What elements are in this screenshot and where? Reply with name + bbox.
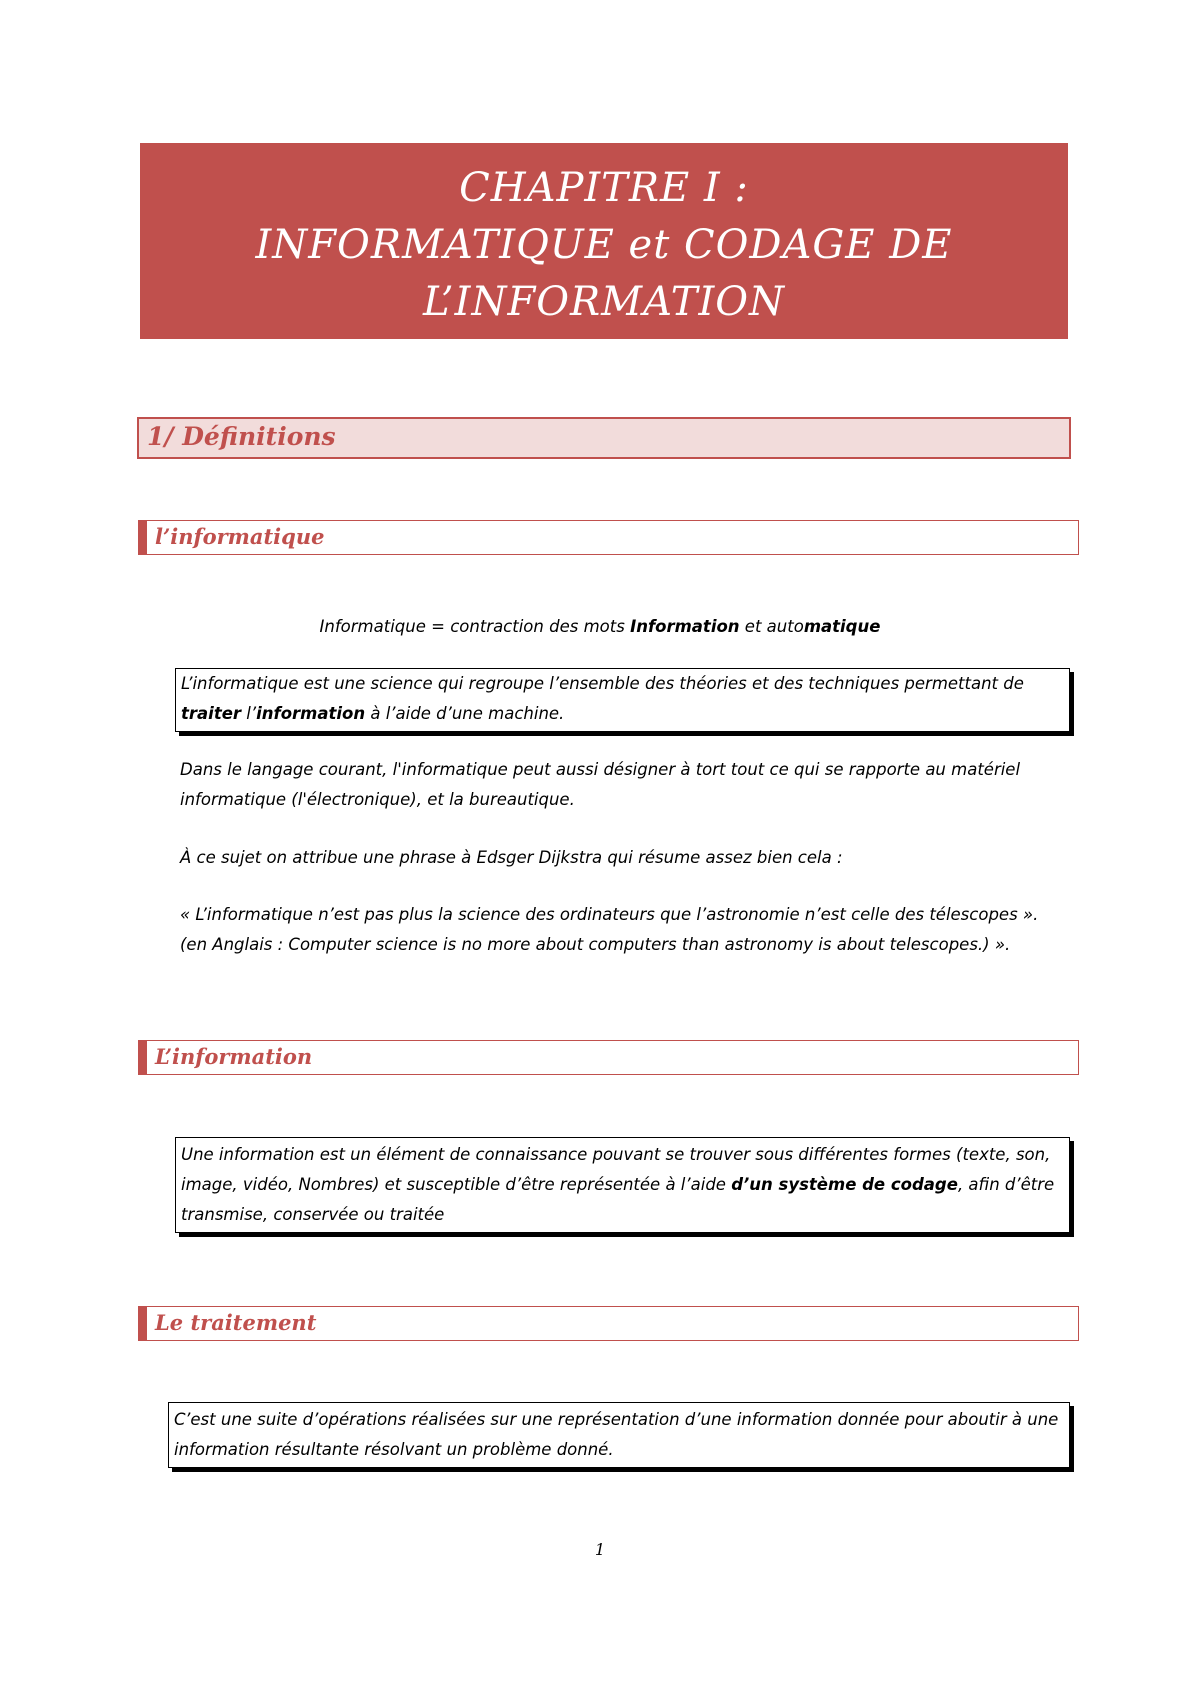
box-bold-systeme-codage: d’un système de codage — [731, 1175, 958, 1194]
definition-box-information — [175, 1137, 1070, 1233]
definition-bold-information: information — [256, 704, 366, 723]
subsection-header-traitement: Le traitement — [138, 1306, 1079, 1341]
chapter-title-line-3: L’INFORMATION — [422, 279, 786, 325]
informatique-formula — [0, 612, 1200, 642]
paragraph-line: Dans le langage courant, l'informatique peut aussi désigner à tort tout ce qui se rapporte au matériel — [180, 760, 1021, 779]
chapter-title-line-2: INFORMATIQUE et CODAGE DE — [255, 222, 953, 268]
box-line: C’est une suite d’opérations réalisées sur une représentation d’une information donnée pour aboutir à une — [174, 1410, 1059, 1429]
definition-box-traitement — [168, 1402, 1070, 1468]
box-text: , afin d’être — [957, 1175, 1055, 1194]
definition-text-3: à l’aide d’une machine. — [365, 704, 565, 723]
chapter-title-line-1: CHAPITRE I : — [459, 165, 749, 211]
formula-bold-information: Information — [630, 617, 740, 636]
box-line: transmise, conservée ou traitée — [181, 1205, 445, 1224]
formula-text: Informatique = contraction des mots — [319, 617, 631, 636]
box-line — [181, 1170, 1065, 1200]
box-line: information résultante résolvant un problème donné. — [174, 1440, 614, 1459]
box-text: image, vidéo, Nombres) et susceptible d’être représentée à l’aide — [181, 1175, 732, 1194]
paragraph-dijkstra: À ce sujet on attribue une phrase à Edsger Dijkstra qui résume assez bien cela : — [180, 848, 843, 867]
quote-dijkstra — [180, 900, 1080, 960]
paragraph-langage-courant — [180, 755, 1080, 815]
definition-text: L’informatique est une science qui regroupe l’ensemble des théories et des techniques permettant de — [181, 674, 1024, 693]
box-line: Une information est un élément de connaissance pouvant se trouver sous différentes formes (texte, son, — [181, 1145, 1051, 1164]
formula-text-2: et auto — [739, 617, 804, 636]
definition-box-informatique — [175, 668, 1070, 732]
quote-line-en: (en Anglais : Computer science is no more about computers than astronomy is about telescopes.) ». — [180, 935, 1011, 954]
chapter-banner — [140, 143, 1068, 339]
subsection-header-informatique: l’informatique — [138, 520, 1079, 555]
paragraph-line: informatique (l'électronique), et la bureautique. — [180, 790, 575, 809]
quote-line-fr: « L’informatique n’est pas plus la science des ordinateurs que l’astronomie n’est celle des télescopes ». — [180, 905, 1039, 924]
definition-text-2: l’ — [241, 704, 257, 723]
page-number: 1 — [594, 1540, 606, 1559]
definition-bold-traiter: traiter — [181, 704, 242, 723]
section-header-definitions: 1/ Définitions — [137, 417, 1071, 459]
formula-bold-matique: matique — [803, 617, 881, 636]
subsection-header-information: L’information — [138, 1040, 1079, 1075]
